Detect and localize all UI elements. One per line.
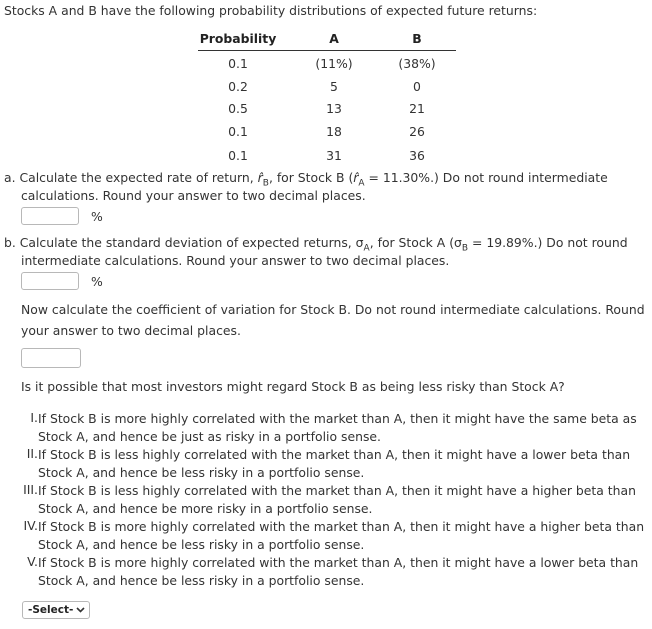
chevron-down-icon (76, 602, 85, 624)
option-text: Stock A, and hence be just as risky in a portfolio sense. (38, 429, 381, 444)
sigma-a-subscript: A (363, 243, 370, 254)
part-a-text-post: = 11.30%.) Do not round intermediate (364, 170, 608, 185)
option-number: I. (30, 410, 38, 425)
part-a-text: a. Calculate the expected rate of return, (4, 170, 258, 185)
cell-b-5: 36 (409, 148, 425, 163)
option-text: Stock A, and hence be less risky in a portfolio sense. (38, 465, 365, 480)
cell-prob-5: 0.1 (228, 148, 248, 163)
option-number: V. (27, 554, 38, 569)
select-label: -Select- (28, 604, 74, 616)
cell-b-2: 0 (413, 79, 421, 94)
option-number: III. (23, 482, 38, 497)
option-text: If Stock B is more highly correlated with the market than A, then it might have the same beta as (38, 411, 637, 426)
part-b-text-mid: , for Stock A (σ (369, 235, 462, 250)
cell-prob-4: 0.1 (228, 124, 248, 139)
cell-prob-3: 0.5 (228, 101, 248, 116)
option-text: Stock A, and hence be less risky in a portfolio sense. (38, 573, 365, 588)
risk-question: Is it possible that most investors might regard Stock B as being less risky than Stock A? (21, 379, 565, 394)
cell-a-4: 18 (326, 124, 342, 139)
cell-b-4: 26 (409, 124, 425, 139)
cell-prob-2: 0.2 (228, 79, 248, 94)
option-i (18, 410, 638, 446)
option-v (18, 554, 638, 590)
cv-question-line2: your answer to two decimal places. (21, 323, 241, 338)
intro-text: Stocks A and B have the following probability distributions of expected future returns: (4, 3, 538, 18)
cell-a-2: 5 (330, 79, 338, 94)
cv-question-line1: Now calculate the coefficient of variation for Stock B. Do not round intermediate calculations. Round (21, 302, 645, 317)
header-b: B (412, 31, 422, 46)
table-header-divider (198, 50, 456, 51)
option-text: Stock A, and hence be more risky in a portfolio sense. (38, 501, 373, 516)
r-hat-a-subscript: A (358, 178, 365, 189)
option-text: If Stock B is more highly correlated with the market than A, then it might have a lower beta than (38, 555, 639, 570)
coefficient-of-variation-input[interactable] (21, 348, 81, 368)
part-a-text-mid: , for Stock B ( (268, 170, 354, 185)
part-b-text-post: = 19.89%.) Do not round (468, 235, 628, 250)
option-number: IV. (23, 518, 38, 533)
cell-a-3: 13 (326, 101, 342, 116)
option-text: Stock A, and hence be less risky in a portfolio sense. (38, 537, 365, 552)
part-b-question-line2: intermediate calculations. Round your answer to two decimal places. (21, 253, 450, 268)
part-a-percent-unit: % (91, 209, 103, 224)
std-dev-a-input[interactable] (21, 272, 79, 290)
part-a-question-line2: calculations. Round your answer to two decimal places. (21, 188, 366, 203)
option-text: If Stock B is less highly correlated with the market than A, then it might have a higher beta than (38, 483, 636, 498)
part-b-percent-unit: % (91, 274, 103, 289)
cell-a-1: (11%) (315, 56, 353, 71)
r-hat-a-symbol: r̂ (353, 170, 359, 185)
option-text: If Stock B is more highly correlated with the market than A, then it might have a higher beta than (38, 519, 645, 534)
r-hat-b-symbol: r̂ (257, 170, 263, 185)
option-ii (18, 446, 638, 482)
answer-select[interactable] (22, 601, 90, 619)
option-iv (18, 518, 645, 554)
cell-b-1: (38%) (398, 56, 436, 71)
cell-prob-1: 0.1 (228, 56, 248, 71)
part-b-text: b. Calculate the standard deviation of expected returns, σ (4, 235, 364, 250)
sigma-b-subscript: B (461, 243, 469, 254)
header-a: A (329, 31, 339, 46)
expected-return-b-input[interactable] (21, 207, 79, 225)
r-hat-b-subscript: B (262, 178, 269, 189)
header-probability: Probability (199, 31, 277, 46)
option-text: If Stock B is less highly correlated with the market than A, then it might have a lower beta than (38, 447, 631, 462)
option-number: II. (26, 446, 38, 461)
option-iii (18, 482, 638, 518)
cell-a-5: 31 (326, 148, 342, 163)
cell-b-3: 21 (409, 101, 425, 116)
